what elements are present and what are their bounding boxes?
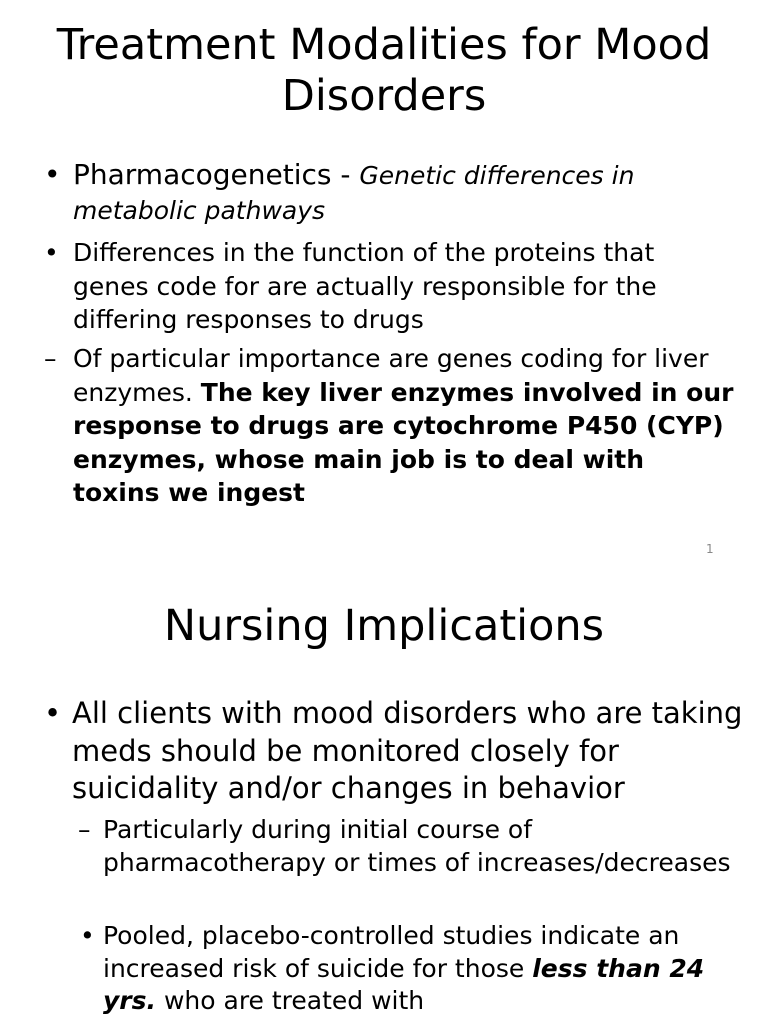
slide-title: Nursing Implications xyxy=(163,601,605,651)
bullet-pharmacogenetics xyxy=(44,158,734,228)
bullet-text: Differences in the function of the proteins that genes code for are actually responsible for the differing responses to drugs xyxy=(73,238,657,334)
bullet-dot-icon: • xyxy=(44,238,59,267)
bullet-text: Particularly during initial course of pharmacotherapy or times of increases/decreases xyxy=(103,815,731,877)
bullet-text xyxy=(73,342,734,510)
bullet-plain-text-after: who are treated with xyxy=(156,986,425,1015)
bullet-dot-icon: • xyxy=(44,158,61,191)
bullet-pooled-studies xyxy=(78,920,738,1018)
slide-title: Treatment Modalities for Mood Disorders xyxy=(56,20,712,122)
bullet-dot-icon: • xyxy=(80,921,95,950)
bullet-liver-enzymes xyxy=(44,342,734,510)
bullet-text xyxy=(73,158,734,228)
bullet-italic-detail: Genetic differences in metabolic pathways xyxy=(73,161,635,225)
page-number: 1 xyxy=(706,542,714,556)
bullet-initial-course xyxy=(78,814,738,879)
bullet-bold-text: The key liver enzymes involved in our response to drugs are cytochrome P450 (CYP) enzymes, whose main job is to deal with toxins we ingest xyxy=(73,377,734,507)
bullet-plain-text: Pooled, placebo-controlled studies indicate an increased risk of suicide for those xyxy=(103,921,680,983)
bullet-monitor-clients xyxy=(44,695,744,808)
bullet-plain-text: Of particular importance are genes coding for liver enzymes. xyxy=(73,344,709,407)
bullet-emphasis-text: less than 24 yrs. xyxy=(103,953,705,1015)
bullet-dot-icon: • xyxy=(44,696,62,730)
bullet-text: All clients with mood disorders who are taking meds should be monitored closely for suicidality and/or changes in behavior xyxy=(72,696,743,805)
bullet-text xyxy=(103,920,738,1018)
bullet-lead: Pharmacogenetics - xyxy=(73,158,360,191)
bullet-dash-icon: – xyxy=(78,815,91,844)
bullet-dash-icon: – xyxy=(44,344,57,373)
bullet-protein-differences xyxy=(44,236,734,337)
